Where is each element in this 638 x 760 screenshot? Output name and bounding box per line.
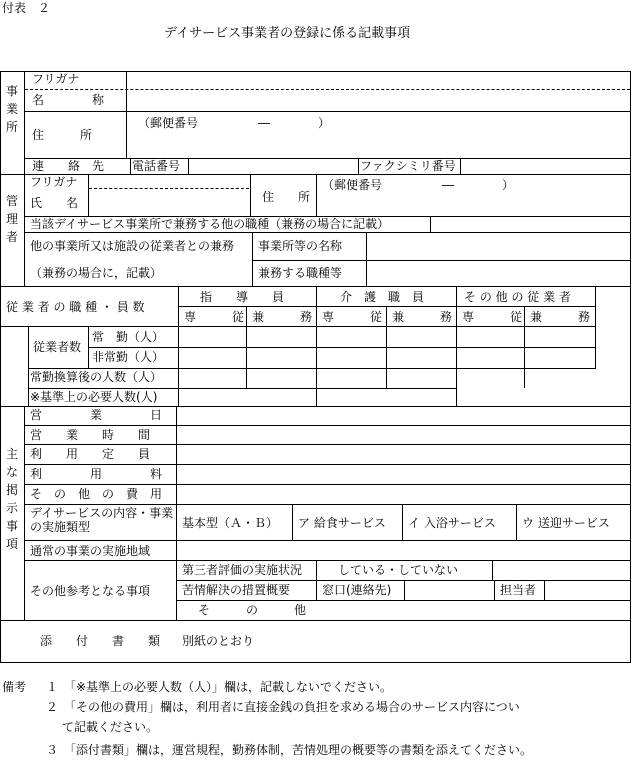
third-party-label: 第三者評価の実施状況 <box>182 563 303 577</box>
days-label: 営 業 日 <box>30 408 163 422</box>
manager-furigana-label: フリガナ <box>30 175 78 189</box>
attachment-label: 添 付 書 類 <box>40 634 161 648</box>
concurrent-other-label: 他の事業所又は施設の従業者との兼務 <box>30 239 235 253</box>
staff-heading: 従 業 者 の 職 種 ・ 員 数 <box>6 300 145 314</box>
col-part-1: 兼 務 <box>252 310 313 324</box>
form-label: 付表 ２ <box>2 1 51 15</box>
office-name-label: 名 称 <box>32 93 105 107</box>
concurrent-same-label: 当該デイサービス事業所で兼務する他の職種（兼務の場合に記載） <box>30 217 390 231</box>
col-full-1: 専 従 <box>184 310 245 324</box>
attachment-value: 別紙のとおり <box>182 634 255 648</box>
manager-section-label: 管理者 <box>5 194 18 244</box>
third-party-value: している・していない <box>338 563 459 577</box>
note-2b: て記載ください。 <box>62 720 159 734</box>
service-type-label: デイサービスの内容・事業の実施類型 <box>30 506 174 534</box>
area-label: 通常の事業の実施地域 <box>30 544 151 558</box>
items-section-label: 主な掲示事項 <box>5 447 18 551</box>
hours-label: 営 業 時 間 <box>30 428 151 442</box>
note-2a: ２ 「その他の費用」欄は，利用者に直接金銭の負担を求める場合のサービス内容につい <box>46 700 520 714</box>
type-transport: ウ 送迎サービス <box>522 516 610 530</box>
staff-group-instructor: 指 導 員 <box>200 290 285 304</box>
concurrent-role-label: 兼務する職種等 <box>258 266 343 280</box>
col-full-3: 専 従 <box>462 310 523 324</box>
office-postal: （郵便番号 ― ） <box>138 116 331 130</box>
col-full-2: 専 従 <box>322 310 383 324</box>
others-label: そ の 他 <box>198 603 307 617</box>
page-title: デイサービス事業者の登録に係る記載事項 <box>164 26 411 41</box>
capacity-label: 利 用 定 員 <box>30 447 151 461</box>
parttime-label: 非常勤（人） <box>92 350 165 364</box>
other-cost-label: そ の 他 の 費 用 <box>30 487 163 501</box>
type-basic: 基本型（Ａ・Ｂ） <box>182 516 279 530</box>
facility-name-label: 事業所等の名称 <box>258 239 343 253</box>
fte-label: 常勤換算後の人数（人） <box>30 370 163 384</box>
fee-label: 利 用 料 <box>30 467 163 481</box>
office-furigana-label: フリガナ <box>32 72 80 86</box>
person-label: 担当者 <box>500 583 537 597</box>
staff-group-other: そ の 他 の 従 業 者 <box>464 290 571 304</box>
window-label: 窓口(連絡先) <box>322 583 392 597</box>
concurrent-note: （兼務の場合に，記載） <box>30 266 163 280</box>
note-3: ３ 「添付書類」欄は，運営規程，勤務体制，苦情処理の概要等の書類を添えてください。 <box>46 743 533 757</box>
manager-address-label: 住 所 <box>262 190 311 204</box>
office-fax-label: ファクシミリ番号 <box>360 159 456 173</box>
type-bath: イ 入浴サービス <box>408 516 496 530</box>
office-section-label: 事業所 <box>5 84 18 134</box>
staff-count-label: 従業者数 <box>33 340 82 354</box>
notes-label: 備考 <box>2 680 27 694</box>
type-meal: ア 給食サービス <box>298 516 386 530</box>
note-1: １ 「※基準上の必要人数（人）」欄は，記載しないでください。 <box>46 680 393 694</box>
col-part-3: 兼 務 <box>530 310 591 324</box>
office-contact-label: 連 絡 先 <box>32 159 105 173</box>
complaint-label: 苦情解決の措置概要 <box>182 583 291 597</box>
reference-label: その他参考となる事項 <box>30 584 151 598</box>
staff-group-care: 介 護 職 員 <box>340 290 425 304</box>
required-label: ※基準上の必要人数(人) <box>30 390 158 404</box>
col-part-2: 兼 務 <box>392 310 453 324</box>
office-phone-label: 電話番号 <box>132 159 181 173</box>
office-address-label: 住 所 <box>32 128 93 142</box>
manager-name-label: 氏 名 <box>30 196 79 210</box>
fulltime-label: 常 勤（人） <box>92 330 165 344</box>
manager-postal: （郵便番号 ― ） <box>322 178 515 192</box>
